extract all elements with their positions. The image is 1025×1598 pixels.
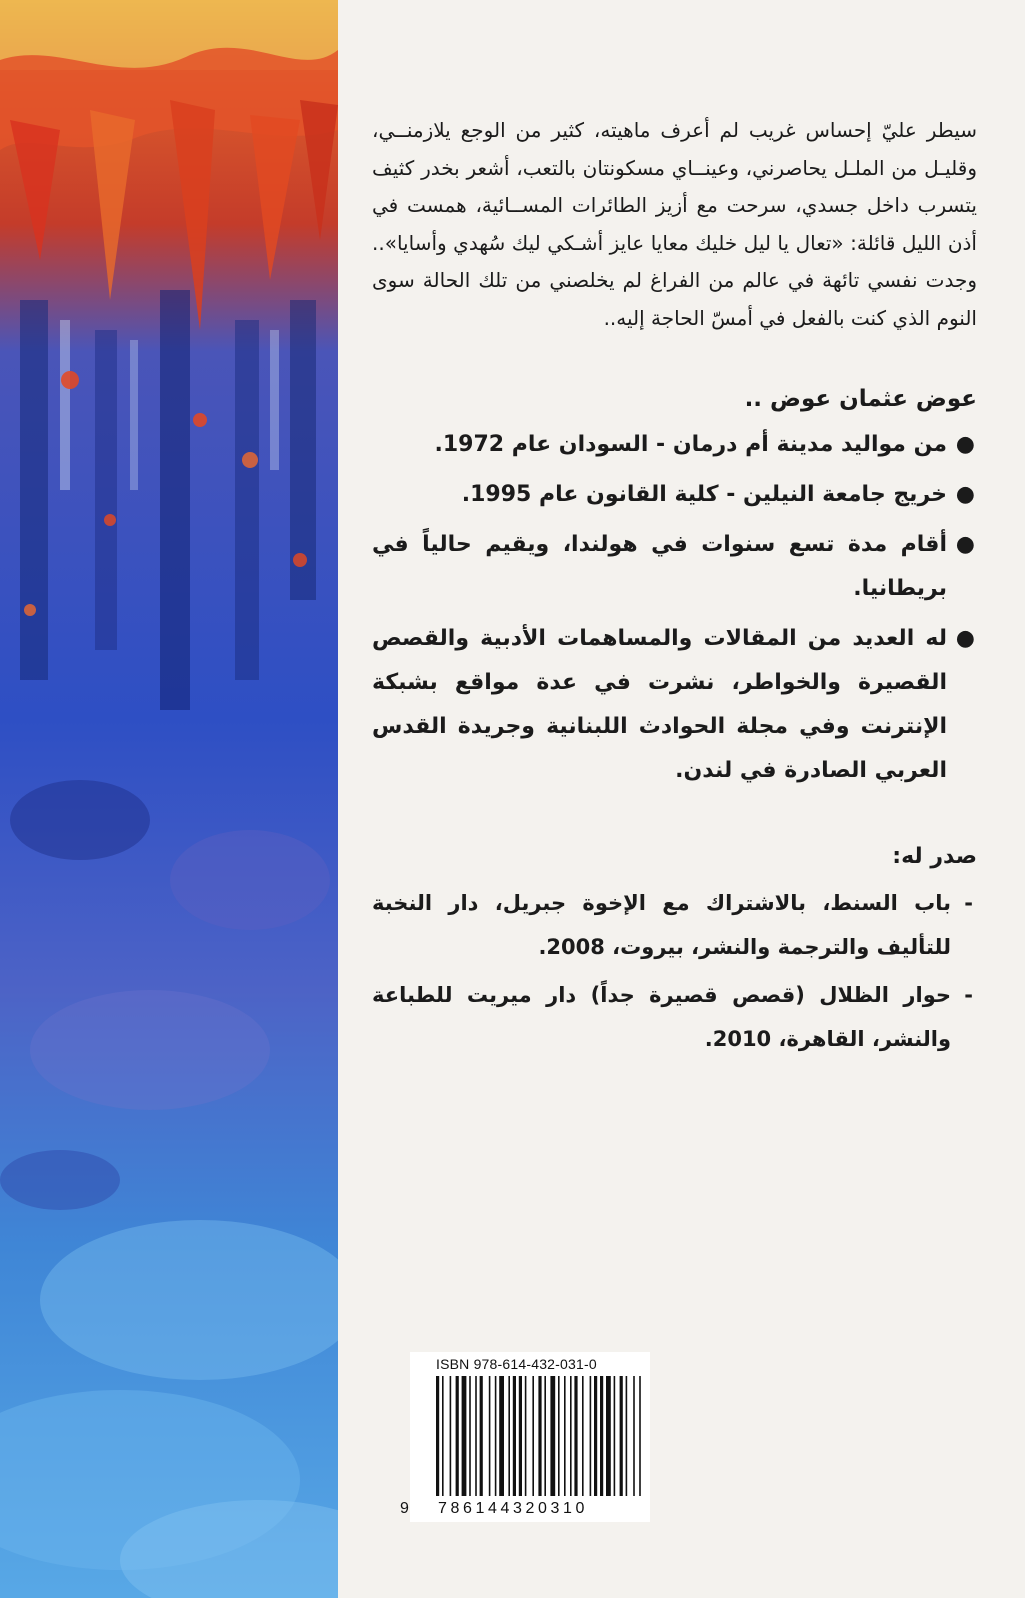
dash-icon: - xyxy=(964,983,973,1007)
barcode-bar xyxy=(442,1376,444,1496)
abstract-painting-artwork xyxy=(0,0,338,1598)
barcode-bar xyxy=(499,1376,504,1496)
barcode-bar xyxy=(538,1376,541,1496)
barcode-bar xyxy=(544,1376,546,1496)
barcode-bar xyxy=(480,1376,483,1496)
barcode-number: 786144320310 xyxy=(438,1500,588,1517)
bio-item xyxy=(372,423,977,467)
barcode-bar xyxy=(594,1376,597,1496)
barcode-bar xyxy=(558,1376,560,1496)
published-works-list xyxy=(372,881,977,1061)
author-name: عوض عثمان عوض .. xyxy=(744,386,977,412)
barcode-bar xyxy=(532,1376,534,1496)
barcode-bar xyxy=(600,1376,603,1496)
bio-text: أقام مدة تسع سنوات في هولندا، ويقيم حالياً في بريطانيا. xyxy=(372,532,947,601)
barcode-bar xyxy=(519,1376,522,1496)
barcode-bar xyxy=(590,1376,592,1496)
bio-text: خريج جامعة النيلين - كلية القانون عام 1995. xyxy=(461,482,947,507)
barcode-bar xyxy=(574,1376,577,1496)
isbn-label: ISBN 978-614-432-031-0 xyxy=(436,1356,597,1372)
bio-text: له العديد من المقالات والمساهمات الأدبية والقصص القصيرة والخواطر، نشرت في عدة مواقع بشبكة الإنترنت وفي مجلة الحوادث اللبنانية وجريدة القدس العربي الصادرة في لندن. xyxy=(372,626,947,783)
barcode-bar xyxy=(489,1376,491,1496)
barcode-bar xyxy=(450,1376,452,1496)
barcode-bar xyxy=(462,1376,467,1496)
dash-icon: - xyxy=(964,891,973,915)
author-bio-list xyxy=(372,423,977,793)
barcode-bar xyxy=(564,1376,566,1496)
work-item xyxy=(372,973,977,1061)
bullet-icon: ● xyxy=(955,432,975,457)
barcode-bar xyxy=(436,1376,439,1496)
barcode-bar xyxy=(606,1376,611,1496)
cover-painting xyxy=(0,0,338,1598)
barcode-bar xyxy=(495,1376,497,1496)
barcode-bar xyxy=(620,1376,623,1496)
bio-item xyxy=(372,473,977,517)
bullet-icon: ● xyxy=(955,482,975,507)
book-excerpt xyxy=(372,112,977,337)
work-item xyxy=(372,881,977,969)
barcode-bar xyxy=(456,1376,459,1496)
barcode-bar xyxy=(614,1376,616,1496)
bullet-icon: ● xyxy=(955,626,975,651)
barcode-bar xyxy=(633,1376,635,1496)
bio-item xyxy=(372,617,977,793)
barcode-bar xyxy=(525,1376,527,1496)
bio-text: من مواليد مدينة أم درمان - السودان عام 1972. xyxy=(434,432,947,457)
barcode-bar xyxy=(570,1376,572,1496)
barcode-bar xyxy=(626,1376,628,1496)
barcode-bar xyxy=(508,1376,510,1496)
work-text: حوار الظلال (قصص قصيرة جداً) دار ميريت للطباعة والنشر، القاهرة، 2010. xyxy=(372,983,951,1051)
excerpt-paragraph: سيطر عليّ إحساس غريب لم أعرف ماهيته، كثير من الوجع يلازمنــي، وقليـل من الملـل يحاصرني، وعينــاي مسكونتان بالتعب، أشعر بخدر كثيف يتسرب داخل جسدي، سرحت مع أزيز الطائرات المســائية، همست في أذن الليل قائلة: «تعال يا ليل خليك معايا عايز أشـكي ليك سُهدي وأسايا».. وجدت نفسي تائهة في عالم من الفراغ لم يخلصني من تلك الحالة سوى النوم الذي كنت بالفعل في أمسّ الحاجة إليه.. xyxy=(372,118,977,330)
barcode-bar xyxy=(550,1376,555,1496)
work-text: باب السنط، بالاشتراك مع الإخوة جبريل، دار النخبة للتأليف والترجمة والنشر، بيروت، 2008. xyxy=(372,891,951,959)
published-works-title: صدر له: xyxy=(892,844,977,869)
barcode-bar xyxy=(582,1376,584,1496)
back-cover-text xyxy=(372,112,977,1065)
barcode-lead-digit: 9 xyxy=(400,1500,409,1517)
barcode-bar xyxy=(469,1376,471,1496)
barcode-icon xyxy=(436,1376,646,1498)
barcode-bar xyxy=(513,1376,516,1496)
barcode-bar xyxy=(639,1376,641,1496)
bullet-icon: ● xyxy=(955,532,975,557)
bio-item xyxy=(372,523,977,611)
barcode-bar xyxy=(475,1376,477,1496)
